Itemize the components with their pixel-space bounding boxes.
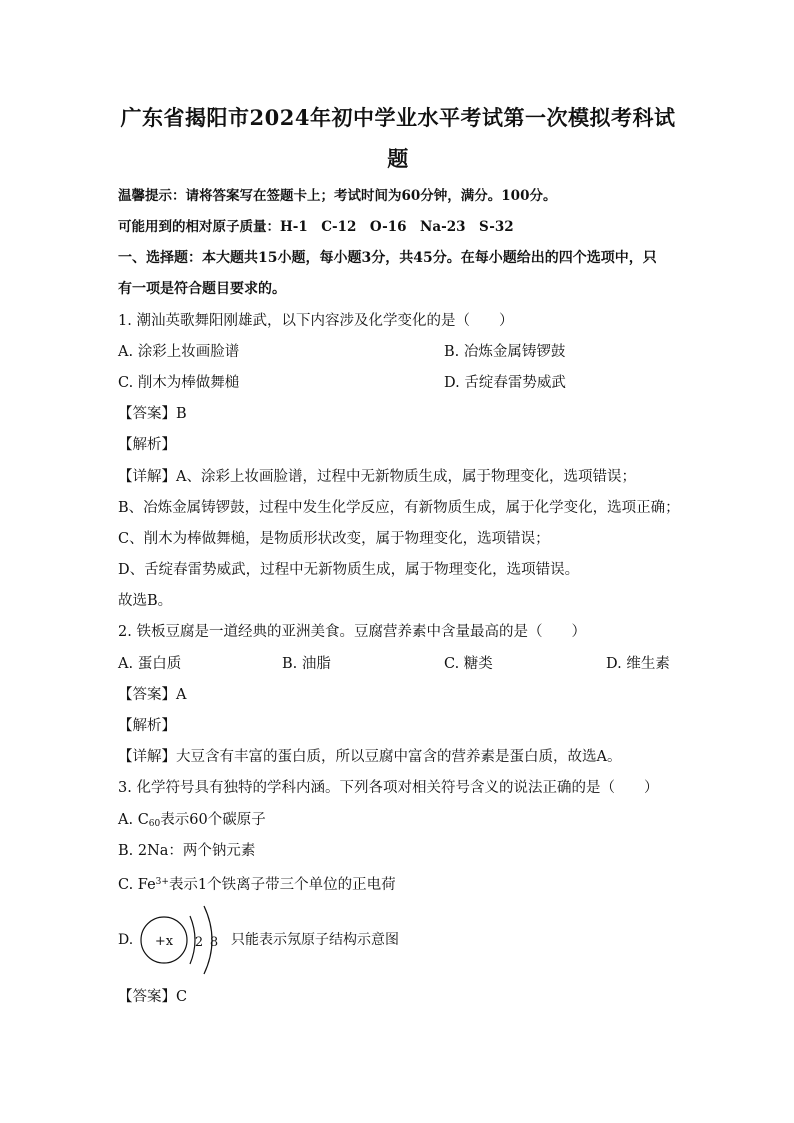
question-1-conclusion: 故选B。	[118, 593, 173, 609]
electron-shell-1-count: 2	[194, 935, 204, 950]
question-1-analysis-label: 【解析】	[118, 437, 176, 453]
question-3-option-c	[118, 872, 396, 895]
page-title: 广东省揭阳市2024年初中学业水平考试第一次模拟考科试	[120, 105, 676, 130]
question-2-option-d: D. 维生素	[606, 656, 670, 672]
question-1-option-d: D. 舌绽春雷势威武	[444, 375, 566, 391]
question-2-analysis-label: 【解析】	[118, 718, 176, 734]
question-3-option-c-text: 表示1个铁离子带三个单位的正电荷	[168, 877, 396, 893]
nucleus-charge: +x	[154, 934, 174, 949]
question-3-option-a-prefix: A. C	[118, 812, 149, 828]
question-3-option-d-label: D.	[118, 932, 134, 948]
exam-tip: 温馨提示：请将答案写在签题卡上；考试时间为60分钟，满分。100分。	[118, 188, 557, 204]
atom-structure-diagram	[118, 898, 418, 978]
question-1-detail-c: C、削木为棒做舞槌，是物质形状改变，属于物理变化，选项错误；	[118, 531, 550, 547]
question-3-option-d	[118, 898, 418, 978]
question-3-stem: 3. 化学符号具有独特的学科内涵。下列各项对相关符号含义的说法正确的是（ ）	[118, 780, 659, 796]
question-1-option-a: A. 涂彩上妆画脸谱	[118, 344, 240, 360]
question-2-option-a: A. 蛋白质	[118, 656, 182, 672]
question-1-option-c: C. 削木为棒做舞槌	[118, 375, 240, 391]
atomic-mass-note: 可能用到的相对原子质量：H-1 C-12 O-16 Na-23 S-32	[118, 219, 514, 235]
question-3-option-a	[118, 810, 266, 834]
electron-shell-2-count: 8	[209, 935, 219, 950]
question-3-option-c-prefix: C. Fe	[118, 877, 156, 893]
question-2-stem: 2. 铁板豆腐是一道经典的亚洲美食。豆腐营养素中含量最高的是（ ）	[118, 624, 586, 640]
question-3-option-b: B. 2Na：两个钠元素	[118, 843, 256, 859]
question-2-option-c: C. 糖类	[444, 656, 493, 672]
question-1-answer: 【答案】B	[118, 406, 187, 422]
question-3-answer: 【答案】C	[118, 989, 188, 1005]
question-3-option-d-text: 只能表示氖原子结构示意图	[231, 932, 399, 948]
question-1-option-b: B. 冶炼金属铸锣鼓	[444, 344, 566, 360]
question-2-answer: 【答案】A	[118, 687, 187, 703]
section-heading-continued: 有一项是符合题目要求的。	[118, 281, 286, 297]
question-3-option-a-text: 表示60个碳原子	[160, 812, 266, 828]
section-heading: 一、选择题：本大题共15小题，每小题3分，共45分。在每小题给出的四个选项中，只	[118, 250, 657, 266]
question-3-option-a-subscript: 60	[148, 819, 161, 829]
question-3-option-c-superscript: 3+	[155, 877, 169, 887]
question-1-detail-b: B、冶炼金属铸锣鼓，过程中发生化学反应，有新物质生成，属于化学变化，选项正确；	[118, 500, 680, 516]
question-2-option-b: B. 油脂	[282, 656, 331, 672]
question-1-stem: 1. 潮汕英歌舞阳刚雄武，以下内容涉及化学变化的是（ ）	[118, 313, 514, 329]
question-1-detail-a: 【详解】A、涂彩上妆画脸谱，过程中无新物质生成，属于物理变化，选项错误；	[118, 469, 636, 485]
question-2-detail: 【详解】大豆含有丰富的蛋白质，所以豆腐中富含的营养素是蛋白质，故选A。	[118, 749, 622, 765]
question-1-detail-d: D、舌绽春雷势威武，过程中无新物质生成，属于物理变化，选项错误。	[118, 562, 580, 578]
page-title-continued: 题	[387, 146, 409, 171]
